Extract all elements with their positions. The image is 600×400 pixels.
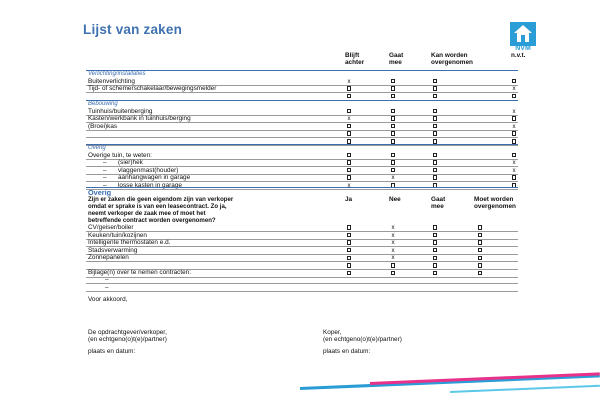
checkbox[interactable]: [476, 254, 484, 261]
row-label: CV/geiser/boiler: [88, 224, 134, 231]
column-header-label: n.v.t.: [511, 52, 526, 59]
section-heading: Verlichting/installaties: [88, 71, 146, 77]
column-header-ja: Ja: [345, 196, 353, 203]
checkbox-box: [512, 79, 517, 84]
checkbox-box: [347, 248, 352, 253]
checkbox-box: [347, 271, 352, 276]
checkbox[interactable]: [389, 262, 397, 269]
row-label: Stadsverwarming: [88, 246, 138, 254]
checkbox-box: [347, 131, 352, 136]
section-heading: Overig: [88, 145, 106, 151]
checkbox[interactable]: [389, 85, 397, 92]
row-label: Zonnepanelen: [88, 254, 129, 262]
checkbox-box: [391, 168, 396, 173]
checked-mark[interactable]: x: [347, 77, 351, 85]
section-divider: [86, 100, 518, 101]
checkbox[interactable]: [431, 130, 439, 137]
checked-mark[interactable]: x: [391, 254, 395, 262]
checkbox[interactable]: [476, 232, 484, 239]
row-label: (Broei)kas: [88, 122, 118, 130]
row-label: Kasten/werkbank in tuinhuis/berging: [88, 115, 191, 123]
checkbox-box: [347, 256, 352, 261]
checkbox-box: [478, 271, 483, 276]
checkbox-box: [347, 86, 352, 91]
logo-text: NVM: [515, 45, 531, 52]
row-line: [86, 122, 518, 123]
checkbox[interactable]: [510, 78, 518, 85]
decorative-stripe-cyan: [450, 385, 600, 393]
checkbox[interactable]: [345, 159, 353, 166]
row-line: [86, 92, 518, 93]
checkbox-box: [433, 94, 438, 99]
row-label: (sier)hek: [118, 159, 143, 167]
checkbox-box: [433, 240, 438, 245]
checkbox[interactable]: [431, 78, 439, 85]
checkbox[interactable]: [510, 93, 518, 100]
checkbox[interactable]: [345, 174, 353, 181]
checkbox[interactable]: [345, 167, 353, 174]
checkbox-box: [347, 225, 352, 230]
checkbox-box: [347, 109, 352, 114]
checked-mark[interactable]: x: [391, 174, 395, 182]
row-dash: –: [103, 166, 107, 174]
checkbox[interactable]: [431, 85, 439, 92]
checkbox[interactable]: [345, 108, 353, 115]
row-label: Tijd- of schemerschakelaar/bewegingsmelder: [88, 85, 217, 93]
checkbox-box: [347, 240, 352, 245]
checkbox-box: [512, 116, 517, 121]
row-label: Keuken/tuin/kozijnen: [88, 231, 147, 239]
column-header-kan-worden-overgenomen: [431, 52, 479, 66]
section-heading-overig-lease: Overig: [88, 188, 112, 197]
checkbox-box: [391, 116, 396, 121]
row-line: [86, 261, 518, 262]
checkbox-box: [512, 131, 517, 136]
checkbox[interactable]: [345, 130, 353, 137]
checkbox-box: [391, 271, 396, 276]
buyer-label: Koper,: [323, 329, 342, 336]
row-label: Buitenverlichting: [88, 77, 135, 85]
checkbox[interactable]: [431, 239, 439, 246]
checkbox[interactable]: [345, 123, 353, 130]
lease-question-line: neemt verkoper de zaak mee of moet het: [88, 210, 206, 217]
row-line: [86, 283, 518, 284]
checkbox-box: [433, 79, 438, 84]
row-dash: –: [103, 159, 107, 167]
checkbox-box: [433, 263, 438, 268]
checkbox[interactable]: [476, 224, 484, 231]
checked-mark[interactable]: x: [391, 239, 395, 247]
checkbox-box: [347, 263, 352, 268]
checkbox[interactable]: [345, 270, 353, 277]
checkbox[interactable]: [476, 270, 484, 277]
checkbox[interactable]: [510, 115, 518, 122]
checkbox[interactable]: [476, 239, 484, 246]
checkbox-box: [347, 160, 352, 165]
seller-partner-label: (en echtgeno(o)t(e)/partner): [88, 336, 167, 343]
checkbox[interactable]: [389, 123, 397, 130]
checkbox[interactable]: [345, 239, 353, 246]
row-label: Intelligente thermostaten e.d.: [88, 239, 171, 247]
row-line: [86, 291, 518, 292]
lease-question-line: Zijn er zaken die geen eigendom zijn van verkoper: [88, 196, 234, 203]
checked-mark[interactable]: x: [512, 85, 516, 93]
checkbox-box: [433, 124, 438, 129]
checkbox[interactable]: [345, 93, 353, 100]
checked-mark[interactable]: x: [512, 107, 516, 115]
row-label: Tuinhuis/buitenberging: [88, 107, 153, 115]
checkbox-box: [433, 160, 438, 165]
checkbox-box: [347, 233, 352, 238]
checkbox[interactable]: [431, 232, 439, 239]
checkbox[interactable]: [345, 247, 353, 254]
row-line: [86, 189, 518, 190]
checkbox[interactable]: [431, 262, 439, 269]
buyer-partner-label: (en echtgeno(o)t(e)/partner): [323, 336, 402, 343]
contract-dash: –: [105, 276, 109, 283]
checkbox-box: [512, 94, 517, 99]
row-line: [86, 254, 518, 255]
checked-mark[interactable]: x: [512, 159, 516, 167]
checkbox[interactable]: [389, 108, 397, 115]
checkbox[interactable]: [431, 108, 439, 115]
checkbox-box: [391, 263, 396, 268]
checkbox[interactable]: [510, 130, 518, 137]
checkbox-box: [391, 79, 396, 84]
column-header-gaat-mee: [431, 196, 455, 210]
section-divider: [86, 70, 518, 71]
checked-mark[interactable]: x: [347, 181, 351, 189]
lease-question-line: betreffende contract worden overgenomen?: [88, 217, 216, 224]
checkbox[interactable]: [431, 247, 439, 254]
checkbox[interactable]: [431, 174, 439, 181]
checkbox[interactable]: [345, 262, 353, 269]
checkbox[interactable]: [345, 224, 353, 231]
column-header-label: Gaat mee: [389, 52, 404, 66]
section-heading: Bebouwing: [88, 101, 118, 107]
lease-question-line: omdat er sprake is van een leasecontract. Zo ja,: [88, 203, 227, 210]
row-label: losse kasten in garage: [118, 181, 182, 189]
checkbox[interactable]: [389, 93, 397, 100]
checkbox[interactable]: [389, 270, 397, 277]
column-header-label: Blijft achter: [345, 52, 365, 66]
checkbox[interactable]: [431, 123, 439, 130]
lease-question: [88, 196, 233, 224]
checkbox[interactable]: [431, 152, 439, 159]
checkbox-box: [433, 86, 438, 91]
checkbox-box: [433, 248, 438, 253]
checkbox-box: [391, 131, 396, 136]
agreement-text: Voor akkoord,: [88, 296, 128, 303]
checkbox[interactable]: [389, 130, 397, 137]
checkbox-box: [347, 139, 352, 144]
row-line: [86, 130, 518, 131]
checkbox[interactable]: [389, 78, 397, 85]
checkbox-box: [433, 256, 438, 261]
nvm-house-icon: [510, 22, 536, 46]
column-header-label: Gaat mee: [431, 196, 446, 210]
column-header-blijft-achter: [345, 52, 373, 66]
checkbox-box: [478, 248, 483, 253]
checkbox[interactable]: [431, 270, 439, 277]
column-header-label: Kan worden overgenomen: [431, 52, 473, 66]
row-line: [86, 159, 518, 160]
checkbox[interactable]: [345, 232, 353, 239]
checkbox-box: [433, 153, 438, 158]
row-line: [86, 145, 518, 146]
checkbox-box: [433, 233, 438, 238]
section-divider: [86, 187, 518, 188]
checkbox[interactable]: [345, 254, 353, 261]
checked-mark[interactable]: x: [512, 166, 516, 174]
checkbox-box: [433, 139, 438, 144]
checkbox-box: [478, 256, 483, 261]
checked-mark[interactable]: x: [391, 224, 395, 231]
row-label: vlaggenmast(houder): [118, 166, 179, 174]
checkbox[interactable]: [476, 262, 484, 269]
checkbox[interactable]: [389, 115, 397, 122]
checkbox[interactable]: [431, 93, 439, 100]
checkbox[interactable]: [345, 152, 353, 159]
checkbox[interactable]: [389, 152, 397, 159]
checkbox[interactable]: [431, 254, 439, 261]
checkbox-box: [391, 160, 396, 165]
checkbox-box: [433, 175, 438, 180]
checkbox-box: [391, 153, 396, 158]
checkbox-box: [433, 168, 438, 173]
checkbox-box: [512, 153, 517, 158]
column-header-nvt: [511, 52, 525, 59]
checkbox-box: [433, 131, 438, 136]
row-label: aanhangwagen in garage: [118, 174, 191, 182]
seller-label: De opdrachtgever/verkoper,: [88, 329, 167, 336]
checkbox[interactable]: [431, 115, 439, 122]
checkbox-box: [433, 271, 438, 276]
checkbox-box: [478, 233, 483, 238]
column-header-gaat-mee: [389, 52, 413, 66]
checked-mark[interactable]: x: [391, 246, 395, 254]
checkbox[interactable]: [431, 224, 439, 231]
checkbox-box: [478, 240, 483, 245]
seller-place-date: plaats en datum:: [88, 348, 136, 355]
checkbox-box: [478, 225, 483, 230]
checkbox-box: [512, 139, 517, 144]
checkbox-box: [433, 225, 438, 230]
checked-mark[interactable]: x: [347, 115, 351, 123]
column-header-nee: Nee: [389, 196, 401, 203]
checkbox[interactable]: [476, 247, 484, 254]
column-header-label: Moet worden overgenomen: [474, 196, 516, 210]
checkbox-box: [391, 139, 396, 144]
checkbox-box: [347, 94, 352, 99]
checked-mark[interactable]: x: [512, 122, 516, 130]
checkbox-box: [391, 109, 396, 114]
checkbox[interactable]: [510, 152, 518, 159]
checked-mark[interactable]: x: [391, 231, 395, 239]
checkbox[interactable]: [345, 85, 353, 92]
checkbox-box: [433, 109, 438, 114]
checkbox[interactable]: [431, 159, 439, 166]
page-title: Lijst van zaken: [83, 22, 183, 37]
checkbox-box: [347, 153, 352, 158]
row-label: Overige tuin, te weten:: [88, 151, 152, 159]
section-divider: [86, 144, 518, 145]
checkbox[interactable]: [510, 174, 518, 181]
checkbox-box: [391, 86, 396, 91]
contracts-label: Bijlage(n) over te nemen contracten:: [88, 269, 192, 276]
contract-dash: –: [105, 284, 109, 291]
checkbox[interactable]: [389, 167, 397, 174]
checkbox-box: [347, 175, 352, 180]
checkbox[interactable]: [431, 167, 439, 174]
checkbox-box: [391, 124, 396, 129]
row-line: [86, 137, 518, 138]
checkbox-box: [512, 175, 517, 180]
checkbox-box: [478, 263, 483, 268]
row-line: [86, 277, 518, 278]
checkbox-box: [347, 124, 352, 129]
checkbox-box: [391, 94, 396, 99]
column-header-moet-worden-overgenomen: [474, 196, 516, 210]
checkbox[interactable]: [389, 159, 397, 166]
row-dash: –: [103, 181, 107, 189]
checkbox-box: [433, 116, 438, 121]
row-line: [86, 246, 518, 247]
buyer-place-date: plaats en datum:: [323, 348, 371, 355]
checkbox-box: [347, 168, 352, 173]
row-dash: –: [103, 174, 107, 182]
row-line: [86, 231, 518, 232]
